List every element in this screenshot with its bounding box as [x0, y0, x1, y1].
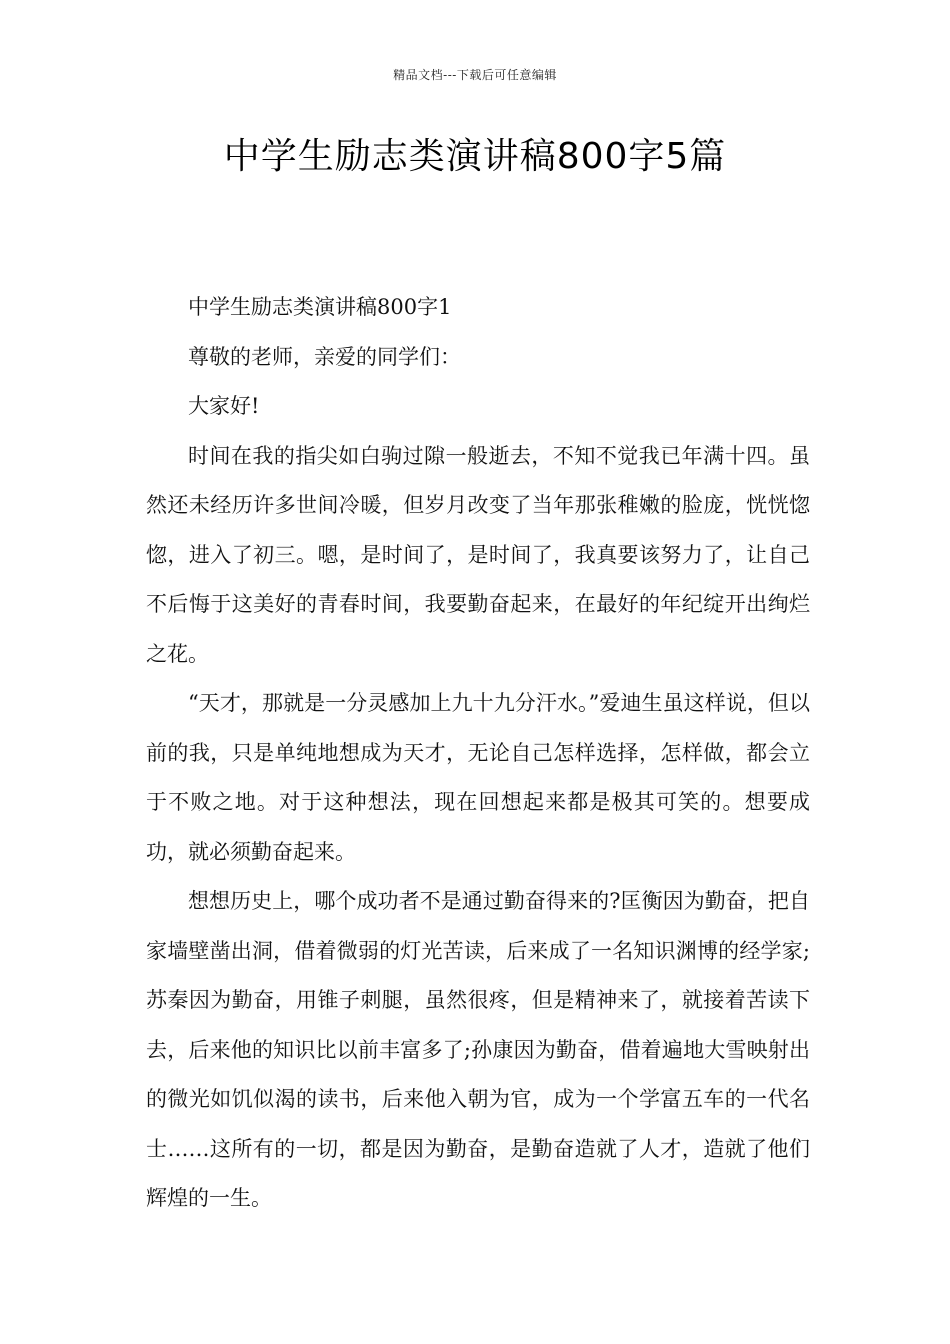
greeting: 大家好! [188, 394, 260, 418]
body-paragraph: “天才，那就是一分灵感加上九十九分汗水。”爱迪生虽这样说，但以前的我，只是单纯地想成为天才，无论自己怎样选择，怎样做，都会立于不败之地。对于这种想法，现在回想起来都是极其可笑的。想要成功，就必须勤奋起来。 [146, 691, 810, 864]
header-note: 精品文档---下载后可任意编辑 [393, 68, 557, 82]
document-title: 中学生励志类演讲稿800字5篇 [223, 136, 727, 177]
salutation: 尊敬的老师，亲爱的同学们： [188, 344, 461, 369]
section-heading: 中学生励志类演讲稿800字1 [188, 295, 452, 319]
body-paragraph: 时间在我的指尖如白驹过隙一般逝去，不知不觉我已年满十四。虽然还未经历许多世间冷暖，但岁月改变了当年那张稚嫩的脸庞，恍恍惚惚，进入了初三。嗯，是时间了，是时间了，我真要该努力了，让自己不后悔于这美好的青春时间，我要勤奋起来，在最好的年纪绽开出绚烂之花。 [146, 443, 810, 666]
body-paragraph: 想想历史上，哪个成功者不是通过勤奋得来的?匡衡因为勤奋，把自家墙壁凿出洞，借着微弱的灯光苦读，后来成了一名知识渊博的经学家;苏秦因为勤奋，用锥子刺腿，虽然很疼，但是精神来了，就接着苦读下去，后来他的知识比以前丰富多了;孙康因为勤奋，借着遍地大雪映射出的微光如饥似渴的读书，后来他入朝为官，成为一个学富五车的一代名士……这所有的一切，都是因为勤奋，是勤奋造就了人才，造就了他们辉煌的一生。 [146, 889, 810, 1210]
document-body [146, 283, 810, 1224]
